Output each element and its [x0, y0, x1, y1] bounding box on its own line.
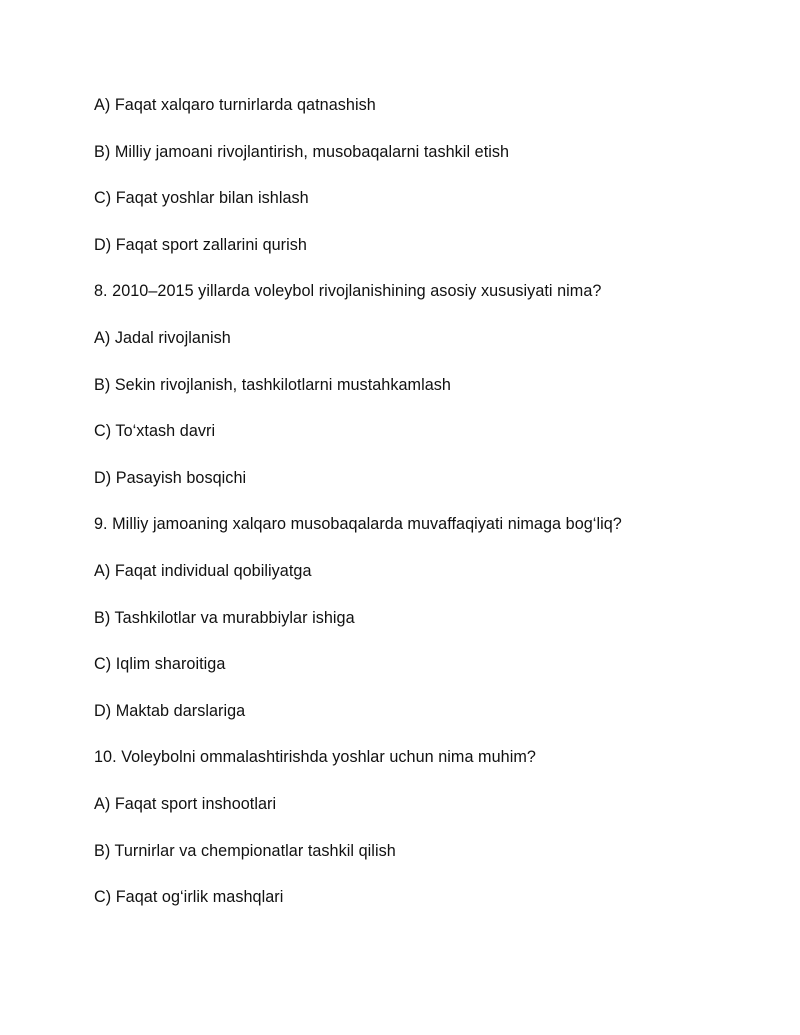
question-8-option-a: A) Jadal rivojlanish: [94, 328, 231, 347]
question-10: 10. Voleybolni ommalashtirishda yoshlar uchun nima muhim?: [94, 748, 536, 767]
answer-option-d: D) Faqat sport zallarini qurish: [94, 235, 307, 254]
question-10-option-b: B) Turnirlar va chempionatlar tashkil qilish: [94, 841, 396, 860]
question-9-option-b: B) Tashkilotlar va murabbiylar ishiga: [94, 608, 355, 627]
question-10-option-c: C) Faqat og‘irlik mashqlari: [94, 888, 284, 907]
question-8-option-c: C) To‘xtash davri: [94, 422, 216, 441]
question-8-option-d: D) Pasayish bosqichi: [94, 468, 247, 487]
question-9-option-c: C) Iqlim sharoitiga: [94, 655, 226, 674]
question-9-option-d: D) Maktab darslariga: [94, 701, 246, 720]
question-10-option-a: A) Faqat sport inshootlari: [94, 794, 277, 813]
answer-option-b: B) Milliy jamoani rivojlantirish, musobaqalarni tashkil etish: [94, 142, 510, 161]
question-9: 9. Milliy jamoaning xalqaro musobaqalarda muvaffaqiyati nimaga bog‘liq?: [94, 515, 622, 534]
answer-option-c: C) Faqat yoshlar bilan ishlash: [94, 189, 309, 208]
question-8-option-b: B) Sekin rivojlanish, tashkilotlarni mustahkamlash: [94, 375, 451, 394]
answer-option-a: A) Faqat xalqaro turnirlarda qatnashish: [94, 96, 376, 114]
question-9-option-a: A) Faqat individual qobiliyatga: [94, 561, 312, 580]
document-body: [94, 94, 734, 933]
question-8: 8. 2010–2015 yillarda voleybol rivojlanishining asosiy xususiyati nima?: [94, 282, 602, 301]
